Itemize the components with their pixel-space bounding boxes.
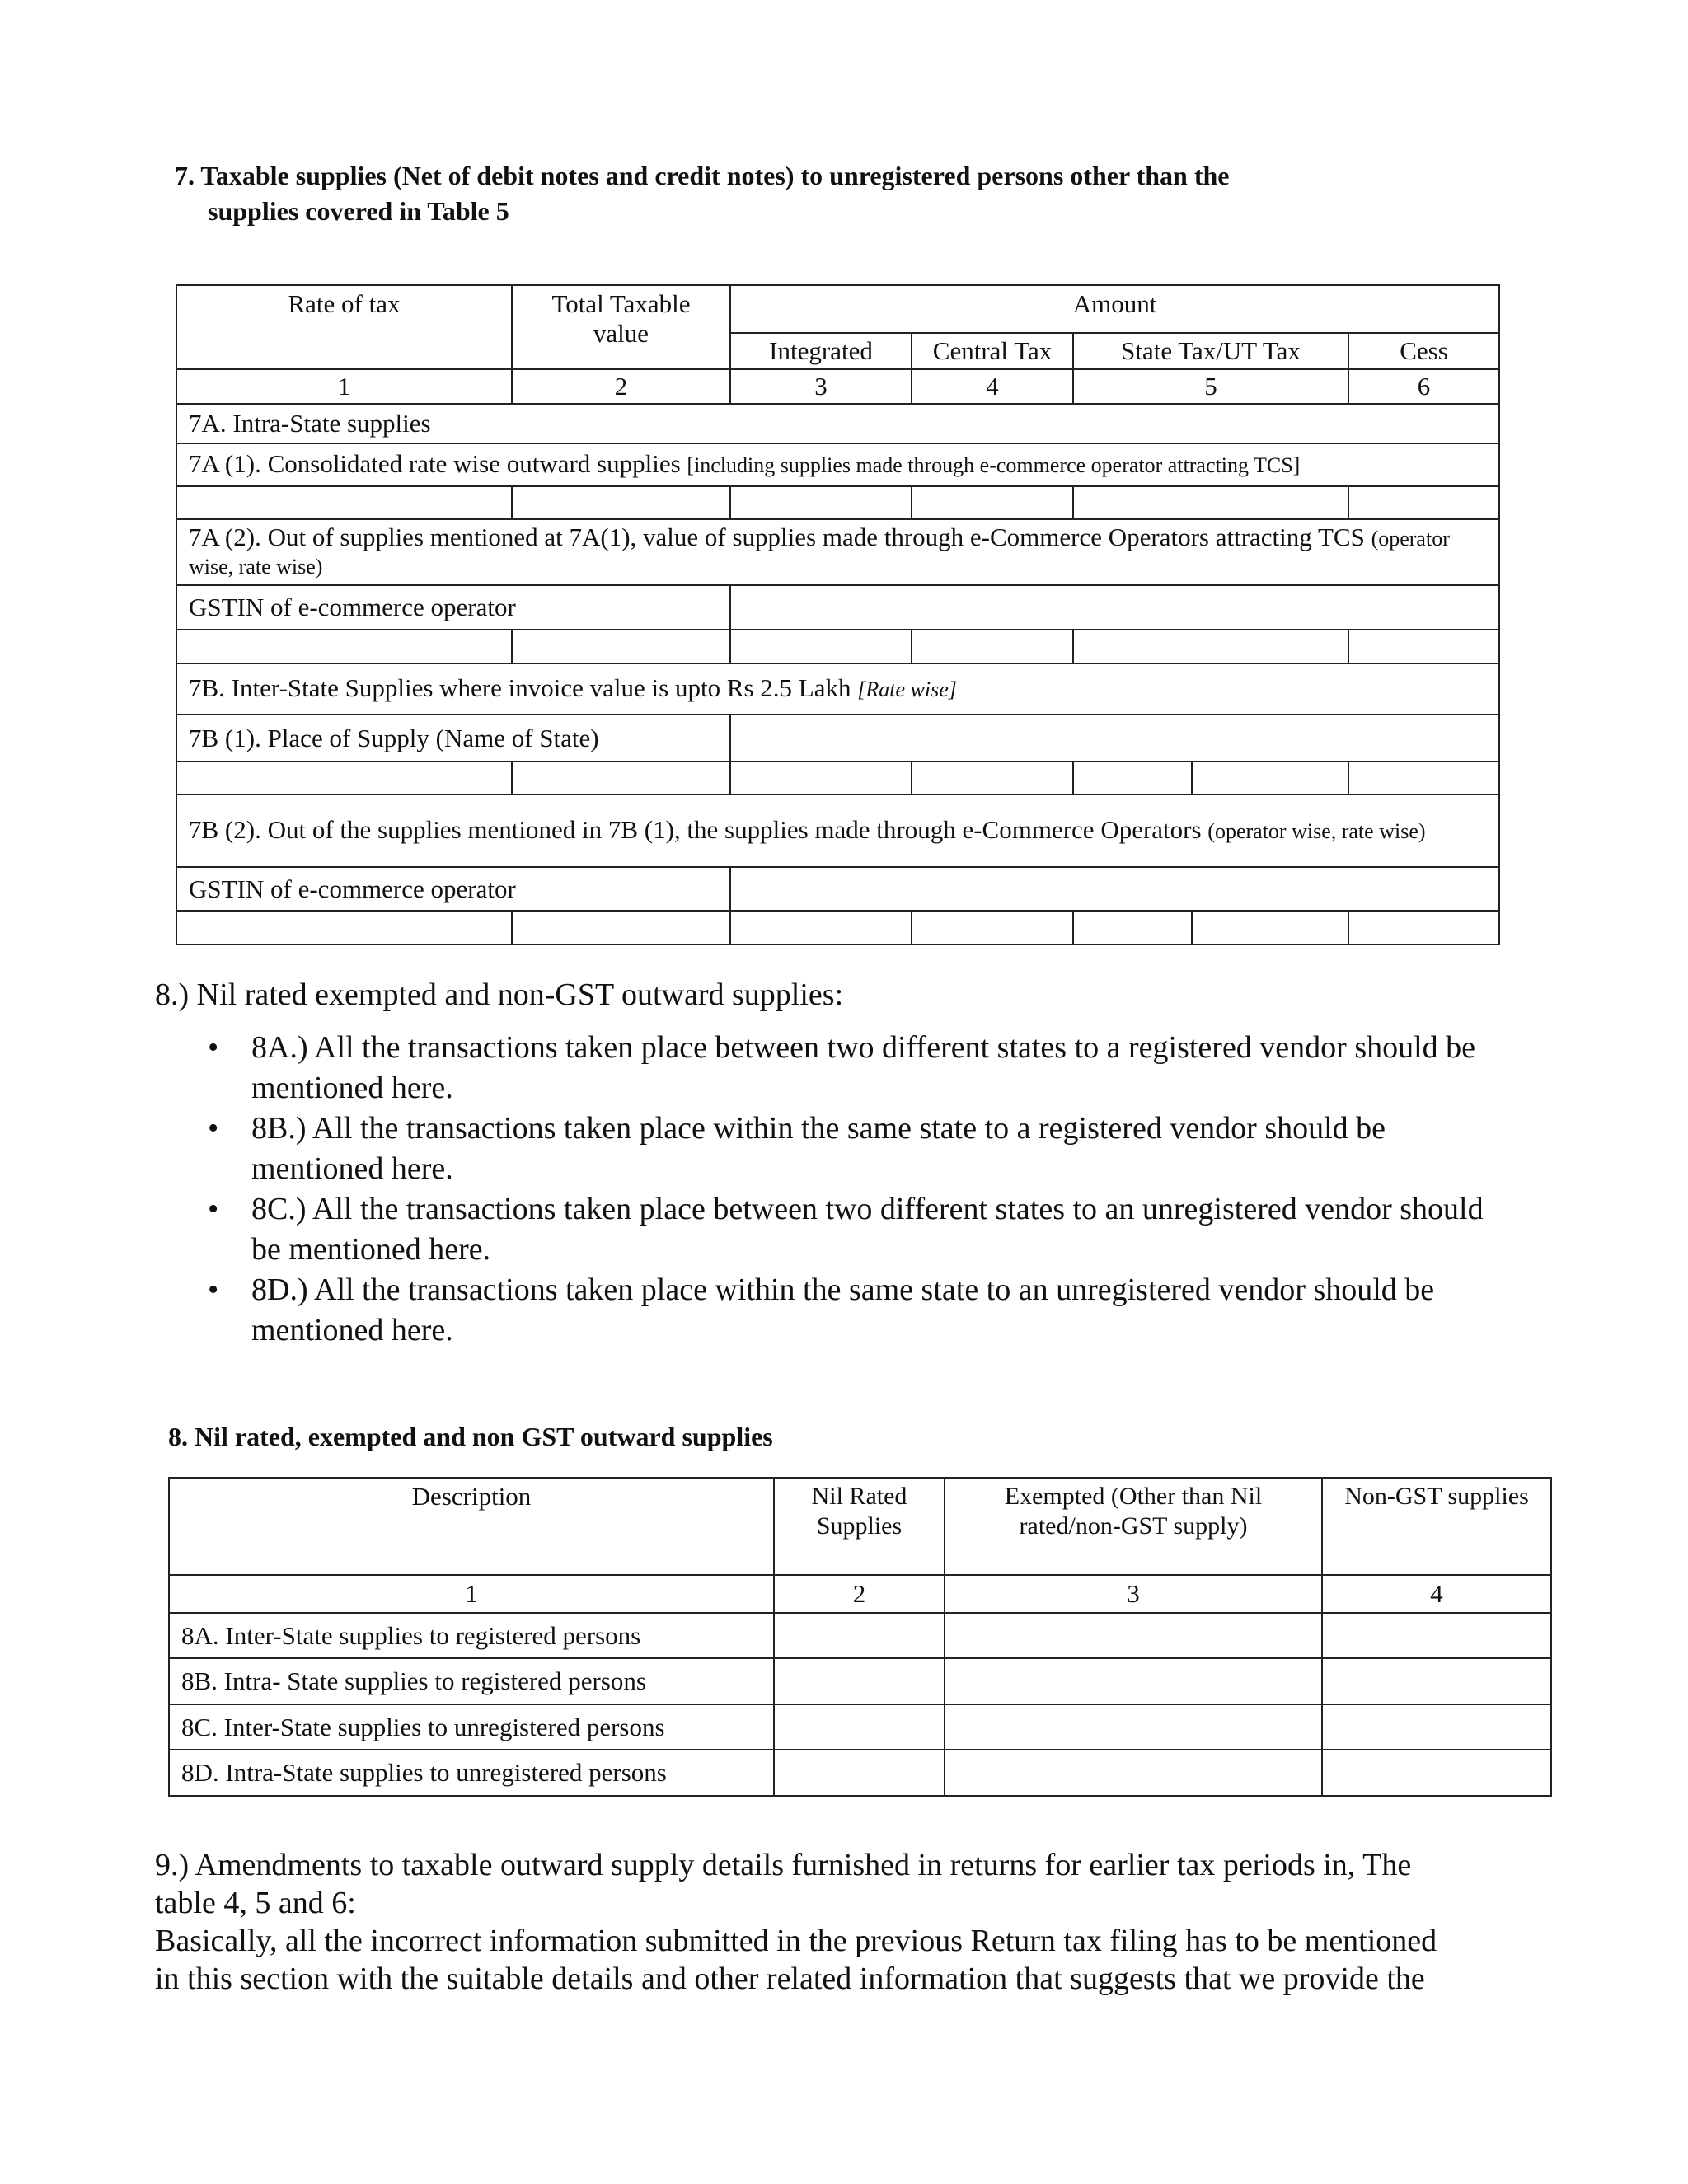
empty-cell bbox=[512, 630, 730, 663]
col-number: 2 bbox=[774, 1575, 945, 1613]
row-7b1: 7B (1). Place of Supply (Name of State) bbox=[176, 715, 730, 762]
col-number: 4 bbox=[1322, 1575, 1551, 1613]
header-non-gst: Non-GST supplies bbox=[1322, 1478, 1551, 1575]
row-7b-main: 7B. Inter-State Supplies where invoice value is upto Rs 2.5 Lakh bbox=[189, 673, 851, 702]
row-7a2 bbox=[176, 519, 1499, 585]
row-7b bbox=[176, 663, 1499, 715]
row-7b2-main: 7B (2). Out of the supplies mentioned in 7B (1), the supplies made through e-Commerce Operators bbox=[189, 815, 1202, 844]
empty-cell bbox=[176, 762, 512, 794]
empty-cell bbox=[945, 1613, 1322, 1658]
section9-line1: 9.) Amendments to taxable outward supply details furnished in returns for earlier tax periods in, The bbox=[155, 1848, 1412, 1882]
empty-cell bbox=[730, 911, 912, 944]
empty-cell bbox=[1192, 911, 1348, 944]
section9-line4: in this section with the suitable details and other related information that suggests that we provide the bbox=[155, 1961, 1425, 1996]
header-exempted: Exempted (Other than Nil rated/non-GST supply) bbox=[945, 1478, 1322, 1575]
bullet-icon: • bbox=[208, 1030, 219, 1065]
col-number: 1 bbox=[176, 369, 512, 404]
col-number: 1 bbox=[169, 1575, 774, 1613]
row-7a1-note: [including supplies made through e-commerce operator attracting TCS] bbox=[687, 453, 1301, 477]
empty-cell bbox=[1348, 486, 1499, 519]
empty-cell bbox=[912, 630, 1073, 663]
list-item bbox=[208, 1189, 1510, 1270]
header-total-taxable-value: Total Taxable value bbox=[512, 285, 730, 369]
list-item bbox=[208, 1108, 1510, 1189]
empty-cell bbox=[176, 486, 512, 519]
header-integrated: Integrated bbox=[730, 333, 912, 369]
empty-cell bbox=[1322, 1750, 1551, 1796]
gstin-label-7a2: GSTIN of e-commerce operator bbox=[176, 585, 730, 630]
header-cess: Cess bbox=[1348, 333, 1499, 369]
header-central-tax: Central Tax bbox=[912, 333, 1073, 369]
bullet-text: 8D.) All the transactions taken place within the same state to an unregistered vendor should be mentioned here. bbox=[251, 1272, 1435, 1347]
table-row-label: 8C. Inter-State supplies to unregistered persons bbox=[169, 1704, 774, 1750]
col-number: 3 bbox=[730, 369, 912, 404]
empty-cell bbox=[176, 630, 512, 663]
bullet-text: 8C.) All the transactions taken place between two different states to an unregistered vendor should be mentioned here. bbox=[251, 1192, 1484, 1267]
col-number: 3 bbox=[945, 1575, 1322, 1613]
empty-cell bbox=[774, 1658, 945, 1704]
table8-heading: 8. Nil rated, exempted and non GST outward supplies bbox=[168, 1422, 773, 1451]
bullet-text: 8B.) All the transactions taken place within the same state to a registered vendor should be mentioned here. bbox=[251, 1111, 1386, 1186]
list-item bbox=[208, 1028, 1510, 1108]
bullet-icon: • bbox=[208, 1192, 219, 1226]
empty-cell bbox=[1348, 762, 1499, 794]
empty-cell bbox=[730, 715, 1499, 762]
section9-line3: Basically, all the incorrect information submitted in the previous Return tax filing has to be mentioned bbox=[155, 1924, 1437, 1958]
empty-cell bbox=[945, 1658, 1322, 1704]
list-item bbox=[208, 1270, 1510, 1351]
empty-cell bbox=[730, 630, 912, 663]
empty-cell bbox=[730, 867, 1499, 911]
table-row-label: 8A. Inter-State supplies to registered persons bbox=[169, 1613, 774, 1658]
empty-cell bbox=[1073, 911, 1192, 944]
row-7a1 bbox=[176, 443, 1499, 486]
empty-cell bbox=[1322, 1658, 1551, 1704]
empty-cell bbox=[730, 585, 1499, 630]
table-row-label: 8D. Intra-State supplies to unregistered persons bbox=[169, 1750, 774, 1796]
section8-intro: 8.) Nil rated exempted and non-GST outward supplies: bbox=[155, 977, 844, 1012]
col-number: 6 bbox=[1348, 369, 1499, 404]
empty-cell bbox=[1073, 630, 1348, 663]
empty-cell bbox=[512, 486, 730, 519]
section8-bullet-list bbox=[208, 1028, 1510, 1351]
bullet-icon: • bbox=[208, 1272, 219, 1307]
gstin-label-7b2: GSTIN of e-commerce operator bbox=[176, 867, 730, 911]
header-state-tax: State Tax/UT Tax bbox=[1073, 333, 1348, 369]
row-7b-note: [Rate wise] bbox=[857, 677, 957, 701]
section9-line2: table 4, 5 and 6: bbox=[155, 1886, 356, 1920]
header-nil-rated: Nil Rated Supplies bbox=[774, 1478, 945, 1575]
row-7b2-note: (operator wise, rate wise) bbox=[1207, 819, 1426, 843]
empty-cell bbox=[1322, 1704, 1551, 1750]
table-row-label: 8B. Intra- State supplies to registered persons bbox=[169, 1658, 774, 1704]
empty-cell bbox=[912, 762, 1073, 794]
empty-cell bbox=[730, 486, 912, 519]
bullet-text: 8A.) All the transactions taken place between two different states to a registered vendor should be mentioned here. bbox=[251, 1030, 1476, 1105]
empty-cell bbox=[1348, 911, 1499, 944]
empty-cell bbox=[1322, 1613, 1551, 1658]
empty-cell bbox=[512, 911, 730, 944]
header-description: Description bbox=[169, 1478, 774, 1575]
empty-cell bbox=[1348, 630, 1499, 663]
col-number: 2 bbox=[512, 369, 730, 404]
empty-cell bbox=[176, 911, 512, 944]
row-7a: 7A. Intra-State supplies bbox=[176, 404, 1499, 443]
table7 bbox=[176, 284, 1500, 945]
row-7a2-note: (operator wise, rate wise) bbox=[189, 527, 1450, 579]
empty-cell bbox=[912, 911, 1073, 944]
row-7a2-main: 7A (2). Out of supplies mentioned at 7A(1), value of supplies made through e-Commerce Operators attracting TCS bbox=[189, 523, 1365, 551]
col-number: 4 bbox=[912, 369, 1073, 404]
section9-paragraph bbox=[155, 1846, 1523, 1998]
empty-cell bbox=[1192, 762, 1348, 794]
row-7b2 bbox=[176, 794, 1499, 867]
bullet-icon: • bbox=[208, 1111, 219, 1146]
table7-heading-line2: supplies covered in Table 5 bbox=[208, 196, 509, 226]
empty-cell bbox=[945, 1750, 1322, 1796]
header-amount: Amount bbox=[730, 285, 1499, 333]
empty-cell bbox=[945, 1704, 1322, 1750]
table8 bbox=[168, 1477, 1552, 1797]
col-number: 5 bbox=[1073, 369, 1348, 404]
table7-heading bbox=[175, 158, 1411, 229]
empty-cell bbox=[1073, 762, 1192, 794]
table7-heading-line1: 7. Taxable supplies (Net of debit notes and credit notes) to unregistered persons other than the bbox=[175, 161, 1230, 190]
empty-cell bbox=[730, 762, 912, 794]
empty-cell bbox=[774, 1704, 945, 1750]
empty-cell bbox=[1073, 486, 1348, 519]
empty-cell bbox=[512, 762, 730, 794]
empty-cell bbox=[774, 1750, 945, 1796]
header-rate-of-tax: Rate of tax bbox=[176, 285, 512, 369]
empty-cell bbox=[774, 1613, 945, 1658]
row-7a1-main: 7A (1). Consolidated rate wise outward supplies bbox=[189, 449, 681, 478]
empty-cell bbox=[912, 486, 1073, 519]
